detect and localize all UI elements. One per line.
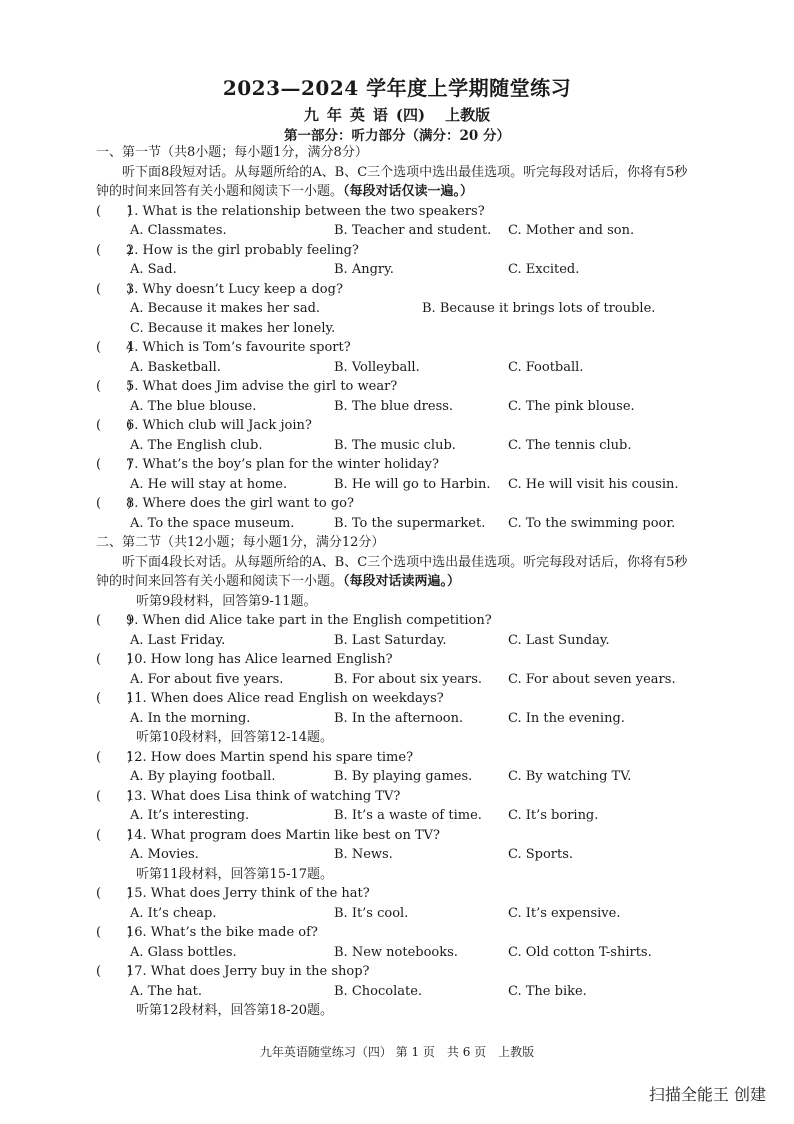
question-text: 13. What does Lisa think of watching TV?: [126, 788, 401, 804]
question-stem: [96, 962, 694, 982]
option-c: C. The pink blouse.: [508, 398, 635, 414]
question-options: [96, 358, 694, 378]
option-b: B. It’s a waste of time.: [334, 808, 482, 823]
page-footer: 九年英语随堂练习（四） 第 1 页 共 6 页 上教版: [259, 1045, 535, 1059]
question-text: 8. Where does the girl want to go?: [126, 496, 354, 511]
option-a: A. The hat.: [130, 983, 203, 999]
question-stem: [96, 494, 694, 514]
option-c: C. In the evening.: [508, 710, 625, 726]
option-b: B. The music club.: [334, 437, 456, 453]
option-a: A. By playing football.: [130, 769, 276, 784]
answer-blank[interactable]: ( ): [96, 691, 133, 706]
answer-blank[interactable]: ( ): [96, 340, 133, 355]
option-b: B. Teacher and student.: [334, 223, 492, 238]
question-stem: [96, 338, 694, 358]
answer-blank[interactable]: ( ): [96, 827, 133, 843]
question-options: [96, 436, 694, 456]
question-stem: [96, 884, 694, 904]
question-text: 12. How does Martin spend his spare time?: [126, 749, 414, 765]
question-stem: [96, 611, 694, 631]
option-c: C. He will visit his cousin.: [508, 476, 679, 492]
subtitle-grade: 九年英语: [303, 106, 396, 124]
option-b: B. Volleyball.: [334, 359, 420, 375]
question-text: 4. Which is Tom’s favourite sport?: [126, 340, 351, 355]
question-options: [96, 670, 694, 690]
material-11-instruction: 听第11段材料，回答第15-17题。: [136, 866, 334, 882]
question-stem: [96, 455, 694, 475]
option-c: C. The tennis club.: [508, 437, 632, 453]
material-9-instruction: 听第9段材料，回答第9-11题。: [136, 593, 317, 609]
option-a: A. It’s interesting.: [130, 808, 250, 823]
question-options: [96, 260, 694, 280]
answer-blank[interactable]: ( ): [96, 749, 133, 765]
question-content: [96, 143, 694, 1021]
question-options: [96, 943, 694, 963]
question-stem: [96, 202, 694, 222]
answer-blank[interactable]: ( ): [96, 281, 133, 297]
question-options: [96, 709, 694, 729]
question-stem: [96, 650, 694, 670]
option-a: A. The English club.: [130, 437, 263, 453]
question-stem: [96, 689, 694, 709]
question-options: [96, 631, 694, 651]
option-b: B. By playing games.: [334, 769, 473, 784]
question-options: [96, 319, 694, 339]
option-a: A. Last Friday.: [130, 632, 226, 648]
question-text: 1. What is the relationship between the two speakers?: [126, 203, 485, 219]
option-b: B. Last Saturday.: [334, 632, 447, 648]
option-b: B. Chocolate.: [334, 983, 423, 999]
option-b: B. It’s cool.: [334, 905, 409, 921]
question-stem: [96, 377, 694, 397]
section2-instruction-note: （每段对话读两遍。）: [343, 574, 461, 589]
scanner-watermark: 扫描全能王 创建: [648, 1085, 766, 1104]
question-text: 2. How is the girl probably feeling?: [126, 242, 359, 258]
answer-blank[interactable]: ( ): [96, 418, 133, 433]
question-text: 5. What does Jim advise the girl to wear?: [126, 379, 398, 394]
option-c: C. Because it makes her lonely.: [130, 320, 336, 336]
section2-instruction-text: 听下面4段长对话。从每题所给的A、B、C三个选项中选出最佳选项。听完每段对话后，你将有5秒钟的时间来回答有关小题和阅读下一小题。: [96, 554, 688, 589]
option-a: A. Classmates.: [130, 223, 227, 238]
question-text: 10. How long has Alice learned English?: [126, 652, 393, 667]
material-12-instruction: 听第12段材料，回答第18-20题。: [136, 1003, 334, 1018]
section1-heading: 一、第一节（共8小题；每小题1分，满分8分）: [96, 145, 368, 160]
question-options: [96, 514, 694, 534]
question-text: 17. What does Jerry buy in the shop?: [126, 964, 370, 979]
question-stem: [96, 416, 694, 436]
question-text: 16. What’s the bike made of?: [126, 925, 318, 940]
answer-blank[interactable]: ( ): [96, 652, 133, 667]
option-a: A. It’s cheap.: [130, 905, 217, 921]
question-stem: [96, 826, 694, 846]
question-options: [96, 806, 694, 826]
option-a: A. For about five years.: [130, 671, 284, 687]
question-stem: [96, 748, 694, 768]
option-b: B. He will go to Harbin.: [334, 476, 491, 492]
option-a: A. Because it makes her sad.: [130, 301, 321, 316]
part-heading: 第一部分：听力部分（满分：20 分）: [284, 128, 510, 144]
question-text: 3. Why doesn’t Lucy keep a dog?: [126, 281, 343, 297]
option-a: A. Sad.: [130, 262, 177, 277]
answer-blank[interactable]: ( ): [96, 886, 133, 901]
option-a: A. Glass bottles.: [130, 944, 237, 960]
question-text: 14. What program does Martin like best on TV?: [126, 827, 440, 843]
subtitle-unit: (四): [395, 106, 426, 124]
option-a: A. Movies.: [130, 847, 199, 862]
answer-blank[interactable]: ( ): [96, 925, 133, 940]
option-b: B. New notebooks.: [334, 944, 458, 960]
option-b: B. News.: [334, 847, 393, 862]
question-options: [96, 475, 694, 495]
option-a: A. Basketball.: [130, 359, 221, 375]
option-a: A. In the morning.: [130, 710, 251, 726]
option-c: C. For about seven years.: [508, 671, 676, 687]
subtitle-edition: 上教版: [445, 106, 491, 124]
option-c: C. Mother and son.: [508, 223, 635, 238]
question-options: [96, 299, 694, 319]
option-c: C. Football.: [508, 359, 584, 375]
question-text: 9. When did Alice take part in the English competition?: [126, 613, 492, 628]
answer-blank[interactable]: ( ): [96, 457, 133, 472]
option-a: A. He will stay at home.: [130, 476, 288, 492]
option-b: B. To the supermarket.: [334, 515, 486, 531]
answer-blank[interactable]: ( ): [96, 379, 133, 394]
option-a: A. To the space museum.: [130, 515, 295, 531]
question-options: [96, 221, 694, 241]
option-c: C. The bike.: [508, 983, 587, 999]
option-a: A. The blue blouse.: [130, 398, 257, 414]
question-stem: [96, 787, 694, 807]
question-stem: [96, 241, 694, 261]
option-b: B. Angry.: [334, 262, 394, 277]
answer-blank[interactable]: ( ): [96, 496, 133, 511]
option-b: B. For about six years.: [334, 671, 483, 687]
page-subtitle: [0, 104, 794, 125]
question-options: [96, 982, 694, 1002]
question-stem: [96, 280, 694, 300]
answer-blank[interactable]: ( ): [96, 613, 133, 628]
section2-heading: 二、第二节（共12小题；每小题1分，满分12分）: [96, 535, 385, 550]
section1-instruction-note: （每段对话仅读一遍。）: [343, 184, 474, 199]
section2-instruction: [96, 553, 694, 592]
question-options: [96, 845, 694, 865]
question-text: 7. What’s the boy’s plan for the winter holiday?: [126, 457, 439, 472]
material-10-instruction: 听第10段材料，回答第12-14题。: [136, 730, 334, 745]
option-c: C. It’s boring.: [508, 808, 599, 823]
question-stem: [96, 923, 694, 943]
option-c: C. Sports.: [508, 847, 574, 862]
question-options: [96, 397, 694, 417]
question-text: 11. When does Alice read English on weekdays?: [126, 691, 444, 706]
page-title: 2023—2024 学年度上学期随堂练习: [222, 76, 572, 100]
option-b: B. In the afternoon.: [334, 710, 464, 726]
option-c: C. By watching TV.: [508, 769, 632, 784]
question-text: 15. What does Jerry think of the hat?: [126, 886, 370, 901]
question-options: [96, 904, 694, 924]
option-c: C. To the swimming poor.: [508, 515, 676, 531]
answer-blank[interactable]: ( ): [96, 203, 133, 219]
answer-blank[interactable]: ( ): [96, 964, 133, 979]
option-c: C. Last Sunday.: [508, 632, 610, 648]
option-b: B. Because it brings lots of trouble.: [422, 301, 656, 316]
option-c: C. It’s expensive.: [508, 905, 621, 921]
answer-blank[interactable]: ( ): [96, 242, 133, 258]
option-b: B. The blue dress.: [334, 398, 454, 414]
answer-blank[interactable]: ( ): [96, 788, 133, 804]
option-c: C. Old cotton T-shirts.: [508, 944, 652, 960]
section1-instruction: [96, 163, 694, 202]
section1-instruction-text: 听下面8段短对话。从每题所给的A、B、C三个选项中选出最佳选项。听完每段对话后，你将有5秒钟的时间来回答有关小题和阅读下一小题。: [96, 164, 688, 199]
option-c: C. Excited.: [508, 262, 580, 277]
question-options: [96, 767, 694, 787]
question-text: 6. Which club will Jack join?: [126, 418, 312, 433]
